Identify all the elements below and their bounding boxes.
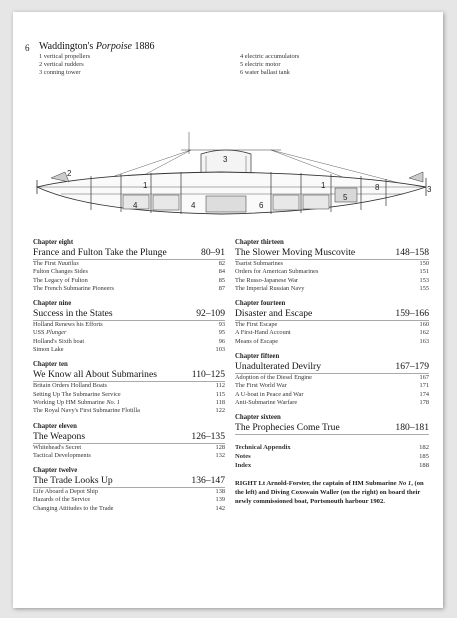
back-matter-entry[interactable] (235, 461, 429, 470)
chapter-block (235, 238, 429, 293)
section-page: 103 (215, 346, 225, 354)
section-title: Anti-Submarine Warfare (235, 398, 298, 406)
section-title: Changing Attitudes to the Trade (33, 504, 114, 512)
section-entry[interactable] (33, 285, 225, 293)
section-title-italic: No. 1 (106, 398, 120, 406)
photo-caption (235, 479, 429, 506)
chapter-block (235, 299, 429, 346)
section-title: The Royal Navy's First Submarine Flotilla (33, 407, 140, 415)
section-title: The First World War (235, 382, 287, 390)
section-page: 95 (218, 329, 225, 337)
figure-title (39, 41, 154, 52)
chapter-block (235, 413, 429, 435)
chapter-label: Chapter fifteen (235, 353, 280, 361)
section-page: 85 (218, 276, 225, 284)
chapter-label: Chapter eleven (33, 422, 77, 430)
section-title: Orders for American Submarines (235, 268, 319, 276)
section-page: 112 (215, 382, 225, 390)
section-page: 82 (218, 260, 225, 267)
section-page: 115 (215, 390, 225, 398)
chapter-block (33, 466, 225, 513)
diagram-label: 1 (321, 181, 326, 190)
chapter-label: Chapter thirteen (235, 239, 284, 246)
chapter-title: France and Fulton Take the Plunge (33, 247, 167, 258)
section-page: 171 (419, 382, 429, 390)
chapter-block (33, 238, 225, 293)
section-page: 162 (419, 329, 429, 337)
chapter-label: Chapter fourteen (235, 300, 286, 308)
chapter-title: The Prophecies Come True (235, 422, 340, 434)
section-title: Life Aboard a Depot Ship (33, 488, 99, 496)
section-entry[interactable] (33, 268, 225, 276)
section-page: 87 (218, 284, 225, 292)
section-page: 150 (419, 260, 429, 267)
section-entry[interactable] (235, 260, 429, 268)
diagram-label: 8 (375, 183, 380, 192)
section-title: Setting Up The Submarine Service (33, 390, 121, 398)
section-entry[interactable] (235, 374, 429, 382)
chapter-title: The Weapons (33, 430, 86, 442)
section-page: 139 (215, 496, 225, 504)
chapter-title-row[interactable] (235, 308, 429, 321)
section-title: Fulton Changes Sides (33, 268, 88, 276)
section-title: The Russo-Japanese War (235, 276, 299, 284)
contents-right-column (235, 238, 429, 506)
diagram-label: 1 (143, 181, 148, 190)
section-entry[interactable] (235, 329, 429, 337)
section-entry[interactable] (235, 399, 429, 407)
diagram-label: 3 (223, 155, 228, 164)
section-title: Means of Escape (235, 337, 279, 345)
section-title: A U-boat in Peace and War (235, 390, 304, 398)
chapter-label: Chapter nine (33, 300, 72, 308)
section-entry[interactable] (235, 338, 429, 346)
diagram-label: 5 (343, 193, 348, 202)
section-page: 153 (419, 276, 429, 284)
section-page: 155 (419, 284, 429, 292)
section-page: 118 (215, 398, 225, 406)
chapter-title-row[interactable] (33, 431, 225, 444)
back-matter-entry[interactable] (235, 443, 429, 452)
chapter-block (33, 299, 225, 354)
section-entry[interactable] (33, 391, 225, 399)
back-matter-page: 188 (419, 462, 429, 470)
diagram-label: 4 (133, 201, 138, 210)
chapter-title-row[interactable] (33, 369, 225, 382)
section-page: 160 (419, 321, 429, 329)
chapter-pages: 126–135 (191, 430, 225, 442)
section-entry[interactable] (33, 399, 225, 407)
section-entry[interactable] (33, 321, 225, 329)
chapter-block (33, 422, 225, 461)
section-title-italic: Nautilus (57, 260, 79, 267)
section-entry[interactable] (235, 382, 429, 390)
section-page: 151 (419, 268, 429, 276)
chapter-title-row[interactable] (235, 247, 429, 260)
chapter-title: Disaster and Escape (235, 308, 313, 320)
chapter-pages: 110–125 (191, 369, 225, 381)
section-entry[interactable] (235, 277, 429, 285)
chapter-pages: 167–179 (395, 361, 429, 373)
section-entry[interactable] (235, 268, 429, 276)
section-entry[interactable] (33, 505, 225, 513)
key-item: 5 electric motor (240, 61, 281, 69)
back-matter-list (235, 443, 429, 470)
chapter-label: Chapter ten (33, 361, 68, 369)
chapter-title-row[interactable] (33, 475, 225, 488)
section-page: 128 (215, 443, 225, 451)
chapter-title: We Know all About Submarines (33, 369, 157, 381)
chapter-block (33, 360, 225, 415)
key-item: 2 vertical rudders (39, 61, 84, 69)
key-item: 1 vertical propellers (39, 53, 91, 60)
section-page: 132 (215, 451, 225, 459)
section-page: 167 (419, 374, 429, 382)
section-title: A First-Hand Account (235, 329, 291, 337)
back-matter-entry[interactable] (235, 452, 429, 461)
chapter-title: Success in the States (33, 308, 113, 320)
section-page: 84 (218, 268, 225, 276)
section-page: 122 (215, 407, 225, 415)
key-item: 4 electric accumulators (240, 53, 300, 60)
key-item: 6 water ballast tank (240, 69, 290, 77)
section-entry[interactable] (235, 391, 429, 399)
chapter-pages: 159–166 (395, 308, 429, 320)
section-title: Holland Renews his Efforts (33, 321, 103, 329)
section-title: Whitehead's Secret (33, 443, 82, 451)
section-title: The First Escape (235, 321, 278, 329)
section-title: Tactical Developments (33, 451, 91, 459)
section-title: Hazards of the Service (33, 496, 91, 504)
diagram-label: 4 (191, 201, 196, 210)
section-entry[interactable] (33, 260, 225, 268)
section-entry[interactable] (33, 488, 225, 496)
section-page: 163 (419, 337, 429, 345)
chapter-label: Chapter twelve (33, 467, 78, 475)
diagram-key-right (240, 53, 299, 78)
chapter-block (235, 352, 429, 407)
section-entry[interactable] (33, 277, 225, 285)
section-entry[interactable] (33, 444, 225, 452)
section-title: Simon Lake (33, 346, 64, 354)
chapter-label: Chapter eight (33, 239, 74, 246)
section-entry[interactable] (235, 321, 429, 329)
contents-left-column (33, 238, 225, 513)
chapter-pages: 92–109 (196, 308, 225, 320)
section-page: 96 (218, 337, 225, 345)
section-entry[interactable] (235, 285, 429, 293)
back-matter-title: Notes (235, 453, 251, 461)
caption-italic: No 1 (398, 480, 412, 488)
caption-lead: RIGHT (235, 480, 257, 488)
chapter-title: Unadulterated Devilry (235, 361, 322, 373)
section-page: 138 (215, 488, 225, 496)
back-matter-page: 182 (419, 444, 429, 452)
chapter-title-row[interactable] (235, 361, 429, 374)
back-matter-title: Index (235, 462, 252, 470)
chapter-title-row[interactable] (33, 247, 225, 260)
section-title: The Imperial Russian Navy (235, 284, 305, 292)
section-entry[interactable] (33, 338, 225, 346)
chapter-label: Chapter sixteen (235, 414, 281, 422)
figure-title-text: Waddington's (39, 41, 96, 52)
section-title: Adoption of the Diesel Engine (235, 374, 312, 382)
diagram-label: 3 (427, 185, 432, 194)
caption-text: Lt Arnold-Forster, the captain of HM Submarine (256, 480, 399, 488)
chapter-title: The Slower Moving Muscovite (235, 247, 356, 258)
section-page: 93 (218, 321, 225, 329)
chapter-pages: 80–91 (201, 247, 225, 258)
chapter-pages: 180–181 (395, 422, 429, 434)
page-number: 6 (25, 43, 30, 53)
section-entry[interactable] (33, 452, 225, 460)
section-title: Tsarist Submarines (235, 260, 284, 267)
section-entry[interactable] (33, 496, 225, 504)
section-title: Britain Orders Holland Boats (33, 382, 107, 390)
figure-title-year: 1886 (131, 41, 155, 52)
section-entry[interactable] (33, 382, 225, 390)
section-entry[interactable] (33, 346, 225, 354)
figure-title-italic: Porpoise (95, 41, 132, 52)
back-matter-page: 185 (419, 453, 429, 461)
section-title: The French Submarine Pioneers (33, 284, 114, 292)
chapter-title-row[interactable] (235, 422, 429, 435)
back-matter-title: Technical Appendix (235, 444, 291, 452)
section-title: Holland's Sixth boat (33, 337, 85, 345)
section-title: Working Up HM Submarine (33, 398, 107, 406)
section-title: USS (33, 329, 47, 337)
section-title: The First (33, 260, 58, 267)
diagram-label: 6 (259, 201, 264, 210)
chapter-title: The Trade Looks Up (33, 475, 113, 487)
section-title: The Legacy of Fulton (33, 276, 88, 284)
chapter-pages: 148–158 (395, 247, 429, 258)
diagram-label: 2 (67, 169, 72, 178)
section-page: 142 (215, 504, 225, 512)
chapter-pages: 136–147 (191, 475, 225, 487)
submarine-cutaway-illustration (31, 92, 441, 237)
chapter-title-row[interactable] (33, 308, 225, 321)
section-entry[interactable] (33, 329, 225, 337)
key-item: 3 conning tower (39, 69, 81, 77)
section-page: 178 (419, 398, 429, 406)
section-page: 174 (419, 390, 429, 398)
section-title-italic: Plunger (46, 329, 67, 337)
caption-text-end: , (on the left) and Diving Coxswain Waller (on the right) on board their newly commissioned boat, Portsmouth harbour 1902. (235, 480, 424, 506)
book-page (13, 12, 443, 608)
section-entry[interactable] (33, 407, 225, 415)
diagram-key-left (39, 53, 90, 78)
